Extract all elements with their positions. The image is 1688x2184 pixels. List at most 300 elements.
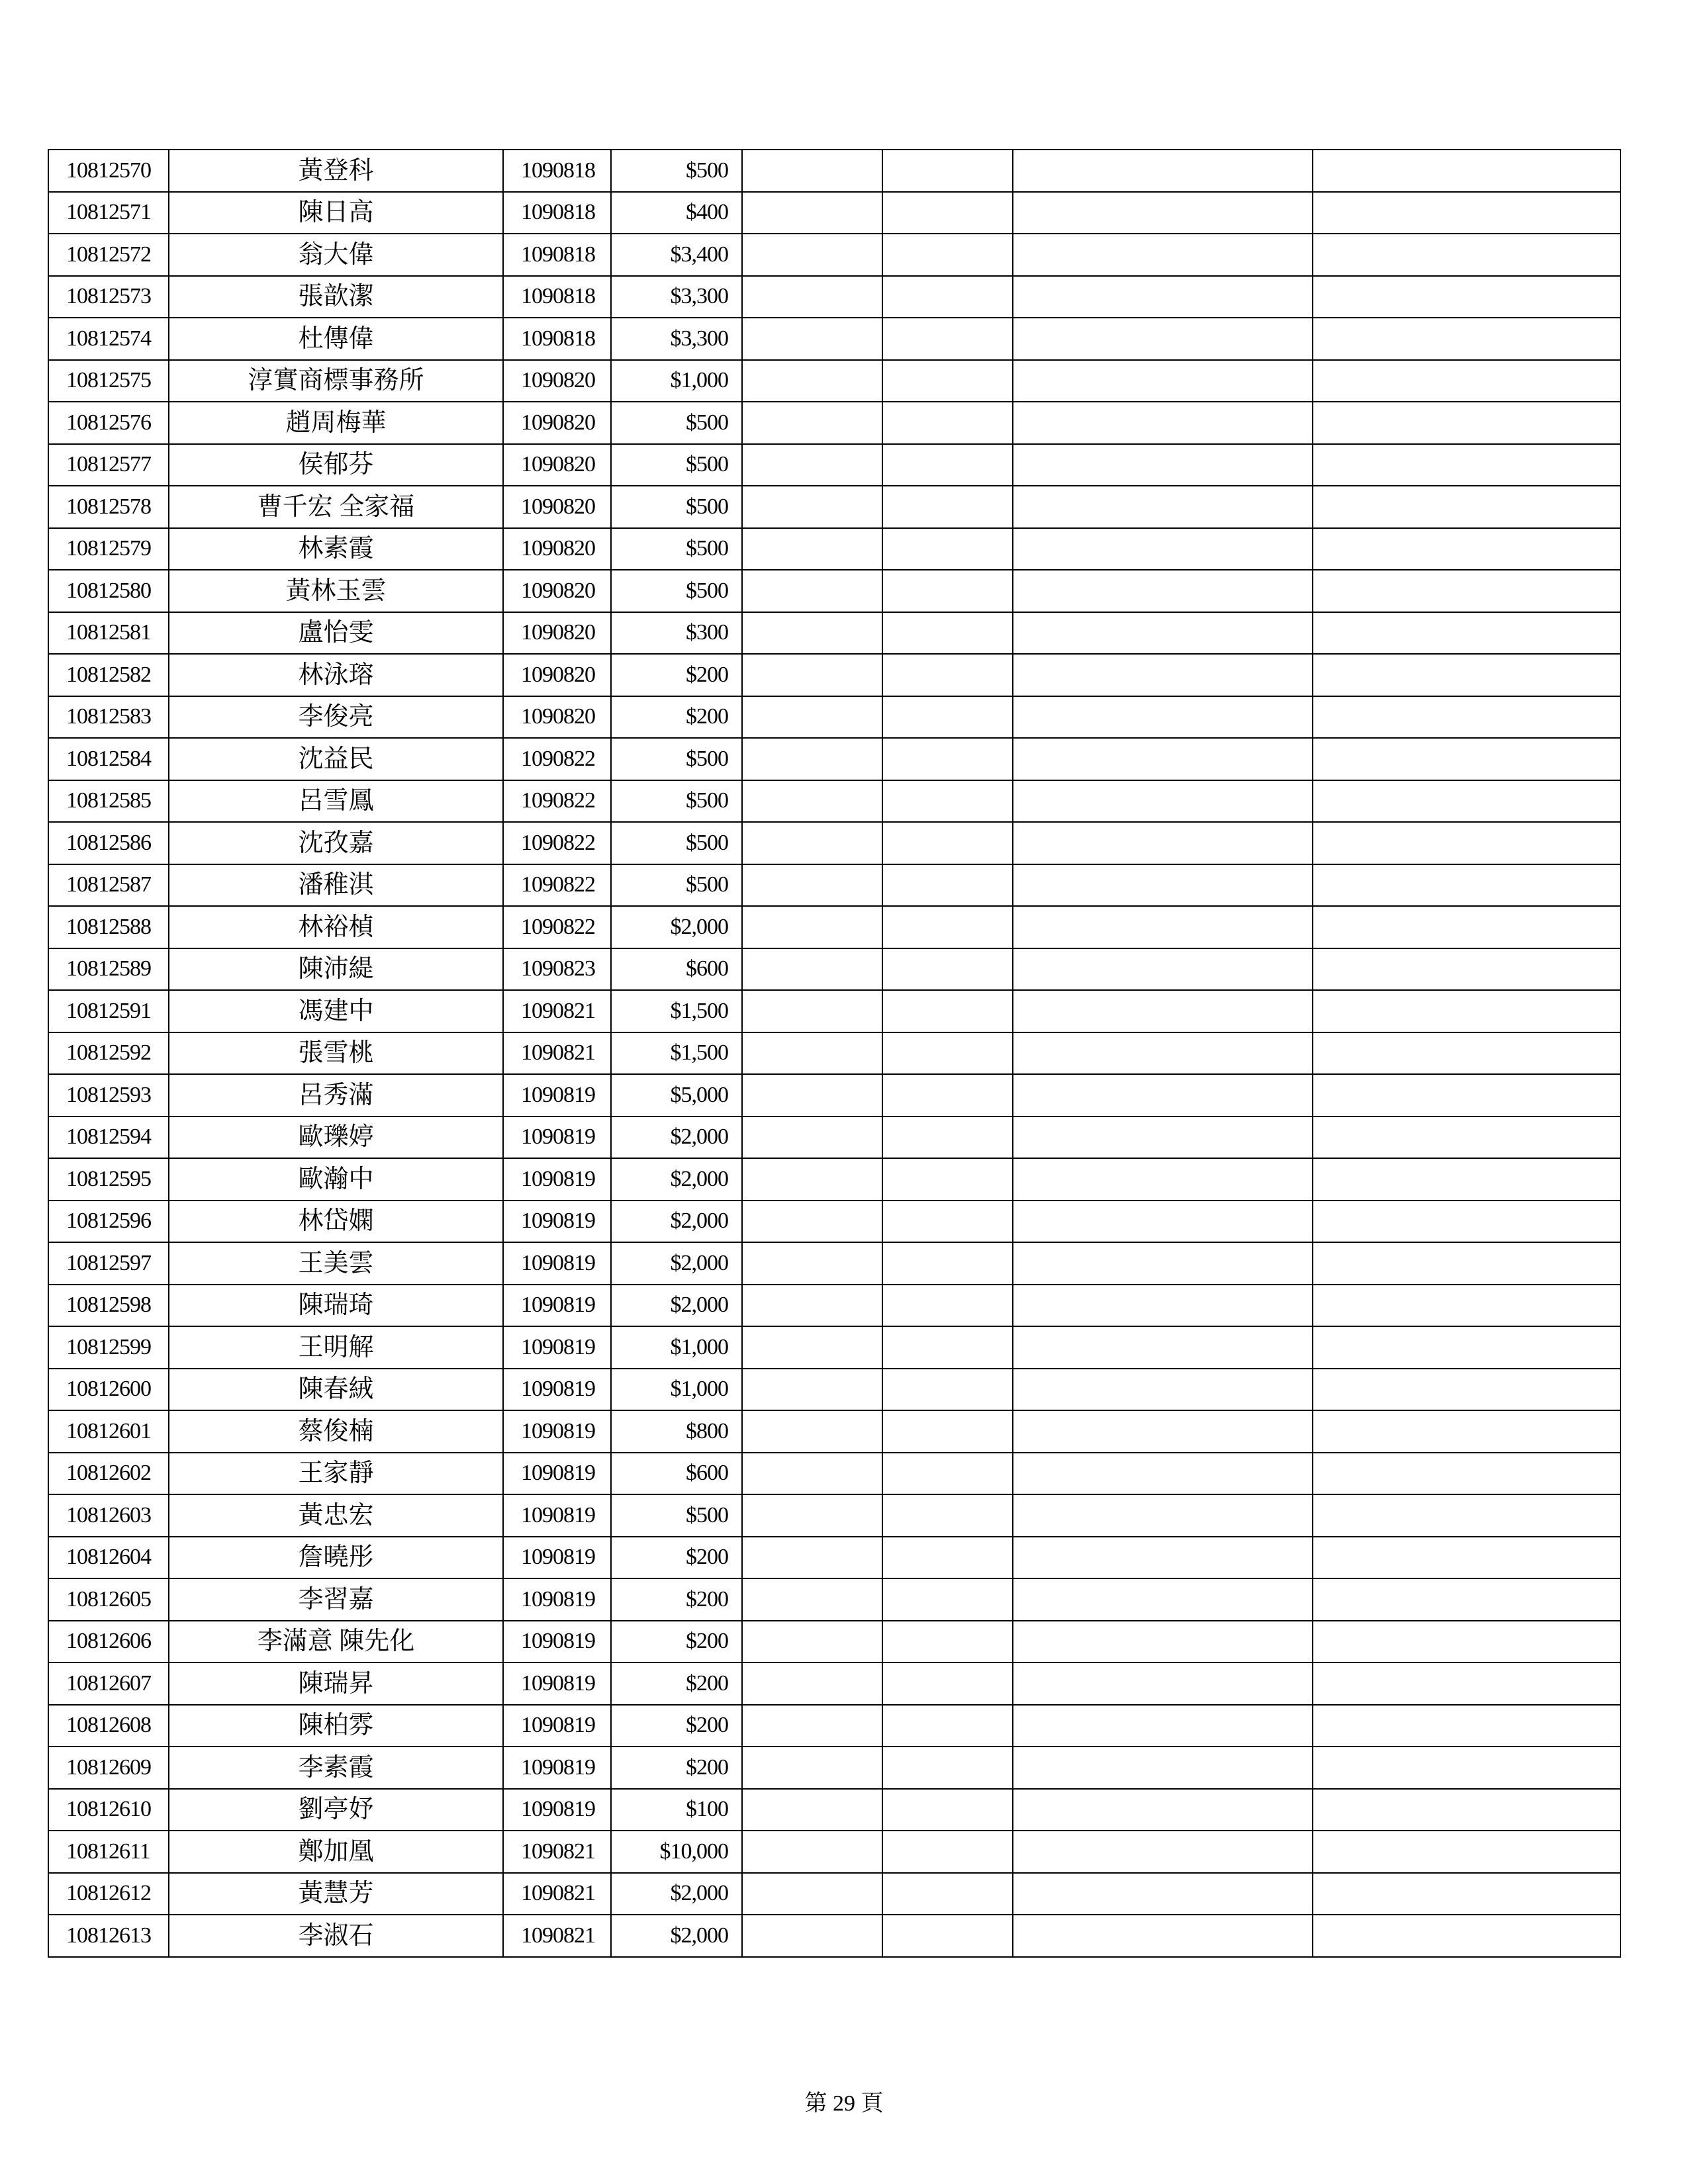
table-row [48,906,1620,948]
table-row [48,696,1620,739]
empty-cell [1013,1326,1313,1369]
donor-name: 呂秀滿 [169,1074,503,1116]
empty-cell [1013,948,1313,991]
empty-cell [882,1537,1013,1579]
donor-name: 陳日高 [169,192,503,234]
receipt-number: 10812611 [48,1831,169,1873]
empty-cell [882,948,1013,991]
empty-cell [742,444,882,486]
receipt-number: 10812584 [48,738,169,780]
empty-cell [742,948,882,991]
empty-cell [882,696,1013,739]
donation-amount: $200 [611,1578,742,1621]
empty-cell [1013,1747,1313,1789]
donor-name: 呂雪鳳 [169,780,503,823]
empty-cell [882,1915,1013,1957]
empty-cell [882,1578,1013,1621]
empty-cell [742,486,882,528]
donation-date: 1090819 [503,1662,611,1705]
empty-cell [1313,1032,1620,1075]
empty-cell [1013,1074,1313,1116]
empty-cell [1313,1789,1620,1831]
empty-cell [1013,1915,1313,1957]
empty-cell [1013,1158,1313,1201]
empty-cell [1013,318,1313,360]
table-row [48,948,1620,991]
donor-name: 蔡俊楠 [169,1410,503,1453]
donor-name: 曹千宏 全家福 [169,486,503,528]
donation-date: 1090820 [503,486,611,528]
donation-date: 1090821 [503,1915,611,1957]
empty-cell [1313,1662,1620,1705]
receipt-number: 10812606 [48,1621,169,1663]
empty-cell [882,1116,1013,1159]
empty-cell [1313,318,1620,360]
empty-cell [882,192,1013,234]
donation-date: 1090822 [503,780,611,823]
donation-date: 1090820 [503,570,611,612]
empty-cell [1313,1116,1620,1159]
empty-cell [1313,1537,1620,1579]
donation-date: 1090819 [503,1453,611,1495]
empty-cell [882,1662,1013,1705]
receipt-number: 10812592 [48,1032,169,1075]
empty-cell [882,1747,1013,1789]
receipt-number: 10812595 [48,1158,169,1201]
donation-date: 1090819 [503,1621,611,1663]
donation-amount: $2,000 [611,1158,742,1201]
donation-date: 1090819 [503,1326,611,1369]
empty-cell [1313,1158,1620,1201]
empty-cell [882,864,1013,907]
empty-cell [742,1201,882,1243]
table-row [48,1494,1620,1537]
receipt-number: 10812571 [48,192,169,234]
empty-cell [882,1621,1013,1663]
empty-cell [882,1410,1013,1453]
donor-name: 李俊亮 [169,696,503,739]
donor-name: 陳沛緹 [169,948,503,991]
empty-cell [1313,1915,1620,1957]
table-row [48,1074,1620,1116]
empty-cell [1313,528,1620,570]
empty-cell [742,1537,882,1579]
empty-cell [882,570,1013,612]
table-row [48,990,1620,1032]
donation-amount: $5,000 [611,1074,742,1116]
donor-name: 翁大偉 [169,234,503,276]
table-row [48,150,1620,192]
table-row [48,1369,1620,1411]
receipt-number: 10812582 [48,654,169,696]
receipt-number: 10812587 [48,864,169,907]
table-row [48,318,1620,360]
empty-cell [882,990,1013,1032]
donation-amount: $400 [611,192,742,234]
table-row [48,1747,1620,1789]
donation-date: 1090819 [503,1116,611,1159]
table-row [48,1242,1620,1285]
empty-cell [742,1410,882,1453]
donation-date: 1090818 [503,318,611,360]
empty-cell [882,1705,1013,1747]
empty-cell [1313,1201,1620,1243]
receipt-number: 10812581 [48,612,169,655]
empty-cell [742,1747,882,1789]
empty-cell [882,1158,1013,1201]
table-row [48,192,1620,234]
empty-cell [882,234,1013,276]
donation-amount: $200 [611,1621,742,1663]
receipt-number: 10812585 [48,780,169,823]
donor-name: 杜傳偉 [169,318,503,360]
donation-date: 1090818 [503,150,611,192]
empty-cell [1013,360,1313,402]
empty-cell [742,654,882,696]
empty-cell [1313,948,1620,991]
empty-cell [742,234,882,276]
empty-cell [742,570,882,612]
donation-amount: $500 [611,528,742,570]
table-row [48,234,1620,276]
empty-cell [1013,1537,1313,1579]
donation-amount: $200 [611,696,742,739]
empty-cell [882,1032,1013,1075]
empty-cell [882,1453,1013,1495]
donation-amount: $1,000 [611,1369,742,1411]
empty-cell [1313,1285,1620,1327]
empty-cell [1313,1074,1620,1116]
empty-cell [1313,1369,1620,1411]
empty-cell [1313,1410,1620,1453]
empty-cell [742,402,882,444]
donation-date: 1090821 [503,1873,611,1915]
donation-date: 1090819 [503,1410,611,1453]
table-row [48,654,1620,696]
receipt-number: 10812613 [48,1915,169,1957]
table-row [48,402,1620,444]
empty-cell [1313,192,1620,234]
empty-cell [742,192,882,234]
donor-name: 潘稚淇 [169,864,503,907]
donation-date: 1090819 [503,1158,611,1201]
donor-name: 王明解 [169,1326,503,1369]
donation-amount: $100 [611,1789,742,1831]
receipt-number: 10812600 [48,1369,169,1411]
empty-cell [882,654,1013,696]
empty-cell [1013,738,1313,780]
empty-cell [1313,864,1620,907]
donation-amount: $2,000 [611,1242,742,1285]
table-row [48,1621,1620,1663]
empty-cell [742,1116,882,1159]
donor-name: 劉亭妤 [169,1789,503,1831]
donation-date: 1090819 [503,1705,611,1747]
table-row [48,1201,1620,1243]
donor-name: 李滿意 陳先化 [169,1621,503,1663]
empty-cell [1013,1831,1313,1873]
table-row [48,822,1620,864]
donation-date: 1090820 [503,360,611,402]
donor-name: 侯郁芬 [169,444,503,486]
empty-cell [1013,1116,1313,1159]
donor-name: 盧怡雯 [169,612,503,655]
empty-cell [1013,1494,1313,1537]
table-row [48,444,1620,486]
donation-date: 1090819 [503,1285,611,1327]
empty-cell [1013,234,1313,276]
receipt-number: 10812578 [48,486,169,528]
donation-amount: $200 [611,1537,742,1579]
donor-name: 陳瑞琦 [169,1285,503,1327]
donation-amount: $1,500 [611,990,742,1032]
donation-date: 1090820 [503,528,611,570]
donation-date: 1090819 [503,1578,611,1621]
donation-date: 1090819 [503,1242,611,1285]
empty-cell [882,486,1013,528]
receipt-number: 10812577 [48,444,169,486]
empty-cell [1313,1747,1620,1789]
receipt-number: 10812594 [48,1116,169,1159]
donation-amount: $2,000 [611,1116,742,1159]
receipt-number: 10812579 [48,528,169,570]
donation-date: 1090821 [503,990,611,1032]
empty-cell [742,864,882,907]
receipt-number: 10812604 [48,1537,169,1579]
receipt-number: 10812597 [48,1242,169,1285]
donation-amount: $3,300 [611,276,742,318]
donation-date: 1090819 [503,1537,611,1579]
donor-name: 黃忠宏 [169,1494,503,1537]
donation-amount: $2,000 [611,906,742,948]
receipt-number: 10812588 [48,906,169,948]
donation-amount: $500 [611,822,742,864]
empty-cell [742,1453,882,1495]
empty-cell [742,696,882,739]
empty-cell [882,612,1013,655]
empty-cell [1313,444,1620,486]
empty-cell [742,822,882,864]
empty-cell [1013,1369,1313,1411]
empty-cell [1313,654,1620,696]
receipt-number: 10812612 [48,1873,169,1915]
donor-name: 歐瓅婷 [169,1116,503,1159]
donation-amount: $2,000 [611,1285,742,1327]
empty-cell [742,528,882,570]
empty-cell [1013,1705,1313,1747]
donation-date: 1090819 [503,1789,611,1831]
empty-cell [882,276,1013,318]
receipt-number: 10812598 [48,1285,169,1327]
empty-cell [742,1074,882,1116]
empty-cell [1313,570,1620,612]
donation-amount: $10,000 [611,1831,742,1873]
donation-date: 1090822 [503,906,611,948]
empty-cell [1313,696,1620,739]
empty-cell [1013,654,1313,696]
donation-date: 1090819 [503,1747,611,1789]
receipt-number: 10812583 [48,696,169,739]
empty-cell [1313,990,1620,1032]
donor-name: 馮建中 [169,990,503,1032]
donation-table [48,149,1621,1958]
empty-cell [742,150,882,192]
empty-cell [1013,1285,1313,1327]
donation-amount: $3,400 [611,234,742,276]
empty-cell [882,1285,1013,1327]
empty-cell [1313,906,1620,948]
empty-cell [1313,612,1620,655]
empty-cell [882,1074,1013,1116]
empty-cell [882,1201,1013,1243]
empty-cell [1313,1831,1620,1873]
table-row [48,1326,1620,1369]
empty-cell [1313,1453,1620,1495]
donor-name: 沈孜嘉 [169,822,503,864]
donation-date: 1090820 [503,654,611,696]
empty-cell [742,1705,882,1747]
empty-cell [1013,1873,1313,1915]
donation-date: 1090819 [503,1201,611,1243]
empty-cell [1013,864,1313,907]
donation-amount: $500 [611,150,742,192]
table-row [48,1873,1620,1915]
empty-cell [1013,1242,1313,1285]
empty-cell [1013,822,1313,864]
donation-date: 1090820 [503,696,611,739]
donation-date: 1090822 [503,738,611,780]
table-row [48,1831,1620,1873]
donation-amount: $2,000 [611,1201,742,1243]
empty-cell [742,318,882,360]
empty-cell [1313,822,1620,864]
receipt-number: 10812589 [48,948,169,991]
receipt-number: 10812580 [48,570,169,612]
donation-amount: $200 [611,1662,742,1705]
donor-name: 陳瑞昇 [169,1662,503,1705]
table-row [48,1453,1620,1495]
donation-amount: $2,000 [611,1873,742,1915]
empty-cell [742,990,882,1032]
donation-date: 1090818 [503,234,611,276]
donation-amount: $200 [611,1747,742,1789]
empty-cell [1013,192,1313,234]
empty-cell [1013,1201,1313,1243]
donor-name: 詹曉彤 [169,1537,503,1579]
empty-cell [1013,570,1313,612]
receipt-number: 10812603 [48,1494,169,1537]
empty-cell [742,276,882,318]
donation-amount: $2,000 [611,1915,742,1957]
empty-cell [742,1873,882,1915]
receipt-number: 10812607 [48,1662,169,1705]
table-row [48,1915,1620,1957]
donation-amount: $500 [611,444,742,486]
donation-amount: $3,300 [611,318,742,360]
empty-cell [882,822,1013,864]
table-row [48,1116,1620,1159]
empty-cell [1013,1410,1313,1453]
receipt-number: 10812602 [48,1453,169,1495]
empty-cell [882,738,1013,780]
empty-cell [1313,360,1620,402]
donation-amount: $600 [611,948,742,991]
empty-cell [1313,150,1620,192]
donation-date: 1090822 [503,864,611,907]
table-row [48,276,1620,318]
empty-cell [742,1578,882,1621]
table-row [48,864,1620,907]
empty-cell [1013,990,1313,1032]
empty-cell [1013,1578,1313,1621]
empty-cell [882,150,1013,192]
empty-cell [1313,486,1620,528]
empty-cell [742,1915,882,1957]
table-row [48,1032,1620,1075]
donation-amount: $500 [611,738,742,780]
donation-amount: $500 [611,864,742,907]
empty-cell [1013,402,1313,444]
receipt-number: 10812608 [48,1705,169,1747]
donation-date: 1090819 [503,1369,611,1411]
receipt-number: 10812586 [48,822,169,864]
donation-amount: $1,000 [611,1326,742,1369]
table-row [48,1789,1620,1831]
receipt-number: 10812591 [48,990,169,1032]
receipt-number: 10812570 [48,150,169,192]
donor-name: 歐瀚中 [169,1158,503,1201]
donor-name: 李習嘉 [169,1578,503,1621]
empty-cell [1313,276,1620,318]
empty-cell [1013,1032,1313,1075]
empty-cell [882,1789,1013,1831]
empty-cell [742,612,882,655]
donation-amount: $1,000 [611,360,742,402]
empty-cell [1313,1494,1620,1537]
table-row [48,570,1620,612]
table-row [48,1285,1620,1327]
donor-name: 淳實商標事務所 [169,360,503,402]
empty-cell [742,360,882,402]
empty-cell [742,1326,882,1369]
empty-cell [882,1369,1013,1411]
empty-cell [742,906,882,948]
empty-cell [1013,150,1313,192]
donation-amount: $600 [611,1453,742,1495]
empty-cell [882,402,1013,444]
empty-cell [742,1158,882,1201]
empty-cell [1013,1453,1313,1495]
empty-cell [742,738,882,780]
empty-cell [882,1242,1013,1285]
empty-cell [882,1831,1013,1873]
empty-cell [882,1494,1013,1537]
empty-cell [742,1242,882,1285]
empty-cell [1013,486,1313,528]
receipt-number: 10812599 [48,1326,169,1369]
donation-amount: $500 [611,780,742,823]
empty-cell [1313,1242,1620,1285]
donation-amount: $500 [611,1494,742,1537]
empty-cell [882,444,1013,486]
donor-name: 黃登科 [169,150,503,192]
table-row [48,528,1620,570]
receipt-number: 10812576 [48,402,169,444]
donation-amount: $800 [611,1410,742,1453]
donation-date: 1090821 [503,1831,611,1873]
donor-name: 鄭加凰 [169,1831,503,1873]
donor-name: 陳春絨 [169,1369,503,1411]
